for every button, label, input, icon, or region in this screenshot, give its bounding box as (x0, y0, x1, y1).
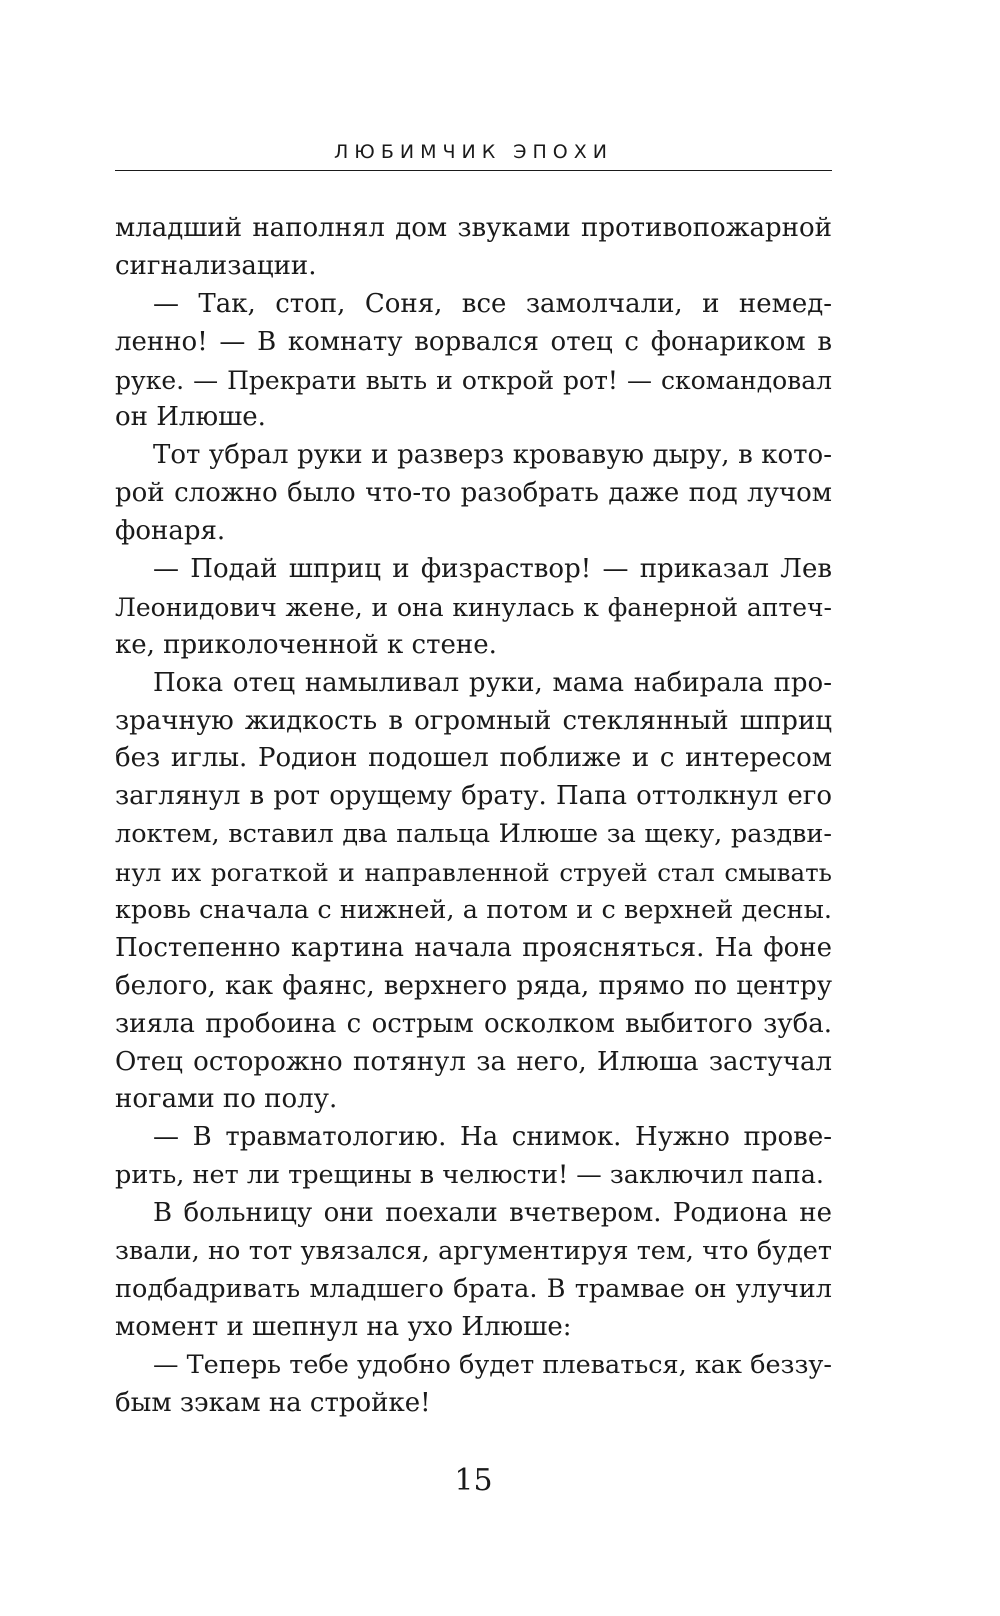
text-line: Пока отец намыливал руки, мама набирала про- (153, 667, 832, 698)
text-line: белого, как фаянс, верхнего ряда, прямо по центру (115, 970, 832, 1001)
text-line: кровь сначала с нижней, а потом и с верхней десны. (115, 895, 832, 926)
text-line: ленно! — В комнату ворвался отец с фонариком в (115, 326, 832, 357)
text-line: — Так, стоп, Соня, все замолчали, и немед- (153, 288, 832, 319)
text-line: заглянул в рот орущему брату. Папа оттолкнул его (115, 781, 832, 812)
text-line: без иглы. Родион подошел поближе и с интересом (115, 743, 832, 774)
text-line: — Теперь тебе удобно будет плеваться, как беззу- (153, 1349, 832, 1380)
text-line: младший наполнял дом звуками противопожарной (115, 213, 832, 243)
page-number: 15 (454, 1463, 493, 1498)
text-line: зрачную жидкость в огромный стеклянный шприц (115, 705, 832, 736)
text-line: подбадривать младшего брата. В трамвае он улучил (115, 1273, 832, 1304)
text-line: бым зэкам на стройке! (115, 1387, 431, 1418)
text-line: сигнализации. (115, 250, 317, 281)
text-line: момент и шепнул на ухо Илюше: (115, 1311, 572, 1342)
text-line: рить, нет ли трещины в челюсти! — заключил папа. (115, 1160, 825, 1191)
text-line: руке. — Прекрати выть и открой рот! — скомандовал (115, 365, 832, 395)
text-line: Тот убрал руки и разверз кровавую дыру, в кото- (153, 440, 832, 471)
text-line: — В травматологию. На снимок. Нужно прове- (153, 1122, 832, 1153)
text-line: звали, но тот увязался, аргументируя тем, что будет (115, 1236, 832, 1267)
text-line: Постепенно картина начала проясняться. На фоне (115, 932, 832, 963)
text-line: — Подай шприц и физраствор! — приказал Лев (153, 554, 832, 585)
text-line: ке, приколоченной к стене. (115, 629, 497, 660)
body-text (115, 210, 832, 1423)
header-rule (115, 170, 832, 171)
text-line: ногами по полу. (115, 1084, 338, 1115)
text-line: фонаря. (115, 516, 226, 547)
text-line: он Илюше. (115, 402, 266, 433)
text-line: рой сложно было что-то разобрать даже под лучом (115, 478, 832, 509)
text-line: Отец осторожно потянул за него, Илюша застучал (115, 1046, 832, 1077)
text-line: Леонидович жене, и она кинулась к фанерной аптеч- (115, 592, 832, 622)
text-line: локтем, вставил два пальца Илюше за щеку, раздви- (115, 819, 832, 850)
text-line: зияла пробоина с острым осколком выбитого зуба. (115, 1008, 832, 1039)
text-line: нул их рогаткой и направленной струей стал смывать (115, 858, 832, 888)
text-line: В больницу они поехали вчетвером. Родиона не (153, 1198, 832, 1229)
running-header: ЛЮБИМЧИК ЭПОХИ (334, 141, 613, 163)
